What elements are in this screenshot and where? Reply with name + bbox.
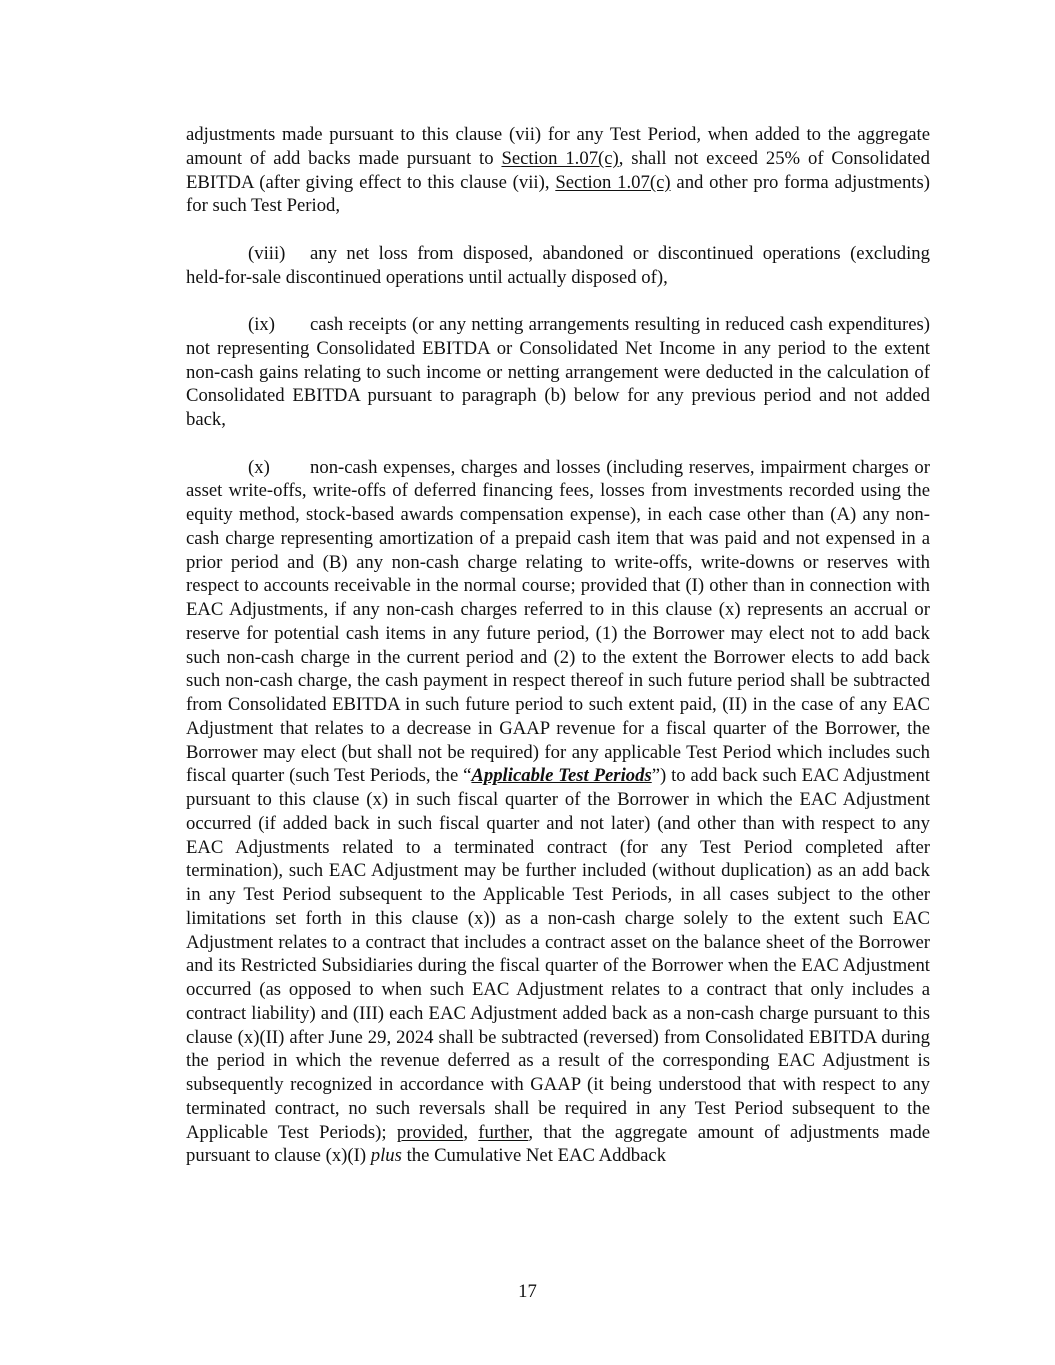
clause-label: (x) xyxy=(248,456,270,478)
defined-term: Applicable Test Periods xyxy=(471,765,652,787)
plus-term: plus xyxy=(370,1145,402,1167)
section-reference: Section 1.07(c) xyxy=(501,147,619,169)
document-page xyxy=(186,123,930,1168)
vii-text-3: and other pro forma adjustments) for such Test Period, xyxy=(186,171,930,217)
clause-text: any net loss from disposed, abandoned or discontinued operations (excluding held-for-sale discontinued operations until actually disposed of), xyxy=(186,242,930,288)
provided-term: provided xyxy=(396,1121,464,1143)
comma: , xyxy=(463,1121,479,1143)
clause-text-3: , that the aggregate amount of adjustments made pursuant to clause (x)(I) xyxy=(186,1121,930,1167)
further-term: further xyxy=(478,1121,529,1143)
vii-text-2: , shall not exceed 25% of Consolidated EBITDA (after giving effect to this clause (vii), xyxy=(186,147,931,193)
clause-ix xyxy=(186,313,930,432)
page-number: 17 xyxy=(518,1281,537,1302)
clause-label: (viii) xyxy=(248,242,286,264)
clause-text-4: the Cumulative Net EAC Addback xyxy=(401,1145,667,1167)
vii-text-1: adjustments made pursuant to this clause (vii) for any Test Period, when added to the aggregate amount of add backs made pursuant to xyxy=(186,124,930,169)
clause-text-1: non-cash expenses, charges and losses (including reserves, impairment charges or asset write-offs, write-offs of deferred financing fees, losses from investments recorded using the equity method, stock-based awards compensation expense), in each case other than (A) any non-cash charge representing amortization of a prepaid cash item that was paid and not expensed in a prior period and (B) any non-cash charge relating to write-offs, write-downs or reserves with respect to accounts receivable in the normal course; provided that (I) other than in connection with EAC Adjustments, if any non-cash charges referred to in this clause (x) represents an accrual or reserve for potential cash items in any future period, (1) the Borrower may elect not to add back such non-cash charge in the current period and (2) to the extent the Borrower elects to add back such non-cash charge, the cash payment in respect thereof in such future period shall be subtracted from Consolidated EBITDA in such future period to such extent paid, (II) in the case of any EAC Adjustment that relates to a decrease in GAAP revenue for a fiscal quarter of the Borrower, the Borrower may elect (but shall not be required) for any applicable Test Period which includes such fiscal quarter (such Test Periods, the “ xyxy=(186,456,930,787)
clause-x xyxy=(186,456,930,1169)
paragraph-vii-continuation xyxy=(186,123,930,218)
clause-text: cash receipts (or any netting arrangements resulting in reduced cash expenditures) not representing Consolidated EBITDA or Consolidated Net Income in any period to the extent non-cash gains relating to such income or netting arrangement were deducted in the calculation of Consolidated EBITDA pursuant to paragraph (b) below for any previous period and not added back, xyxy=(186,314,930,430)
clause-label: (ix) xyxy=(248,314,275,335)
section-reference: Section 1.07(c) xyxy=(555,171,671,193)
clause-viii xyxy=(186,242,930,290)
clause-text-2: ”) to add back such EAC Adjustment pursuant to this clause (x) in such fiscal quarter of the Borrower in which the EAC Adjustment occurred (if added back in such fiscal quarter and not later) (and other than with respect to any EAC Adjustments related to a terminated contract (for any Test Period completed after termination), such EAC Adjustment may be further included (without duplication) as an add back in any Test Period subsequent to the Applicable Test Periods, in all cases subject to the other limitations set forth in this clause (x)) as a non-cash charge solely to the extent such EAC Adjustment relates to a contract that includes a contract asset on the balance sheet of the Borrower and its Restricted Subsidiaries during the fiscal quarter of the Borrower when the EAC Adjustment occurred (as opposed to when such EAC Adjustment relates to a contract that only includes a contract liability) and (III) each EAC Adjustment added back as a non-cash charge pursuant to this clause (x)(II) after June 29, 2024 shall be subtracted (reversed) from Consolidated EBITDA during the period in which the revenue deferred as a result of the corresponding EAC Adjustment is subsequently recognized in accordance with GAAP (it being understood that with respect to any terminated contract, no such reversals shall be required in any Test Period subsequent to the Applicable Test Periods); xyxy=(186,765,930,1143)
